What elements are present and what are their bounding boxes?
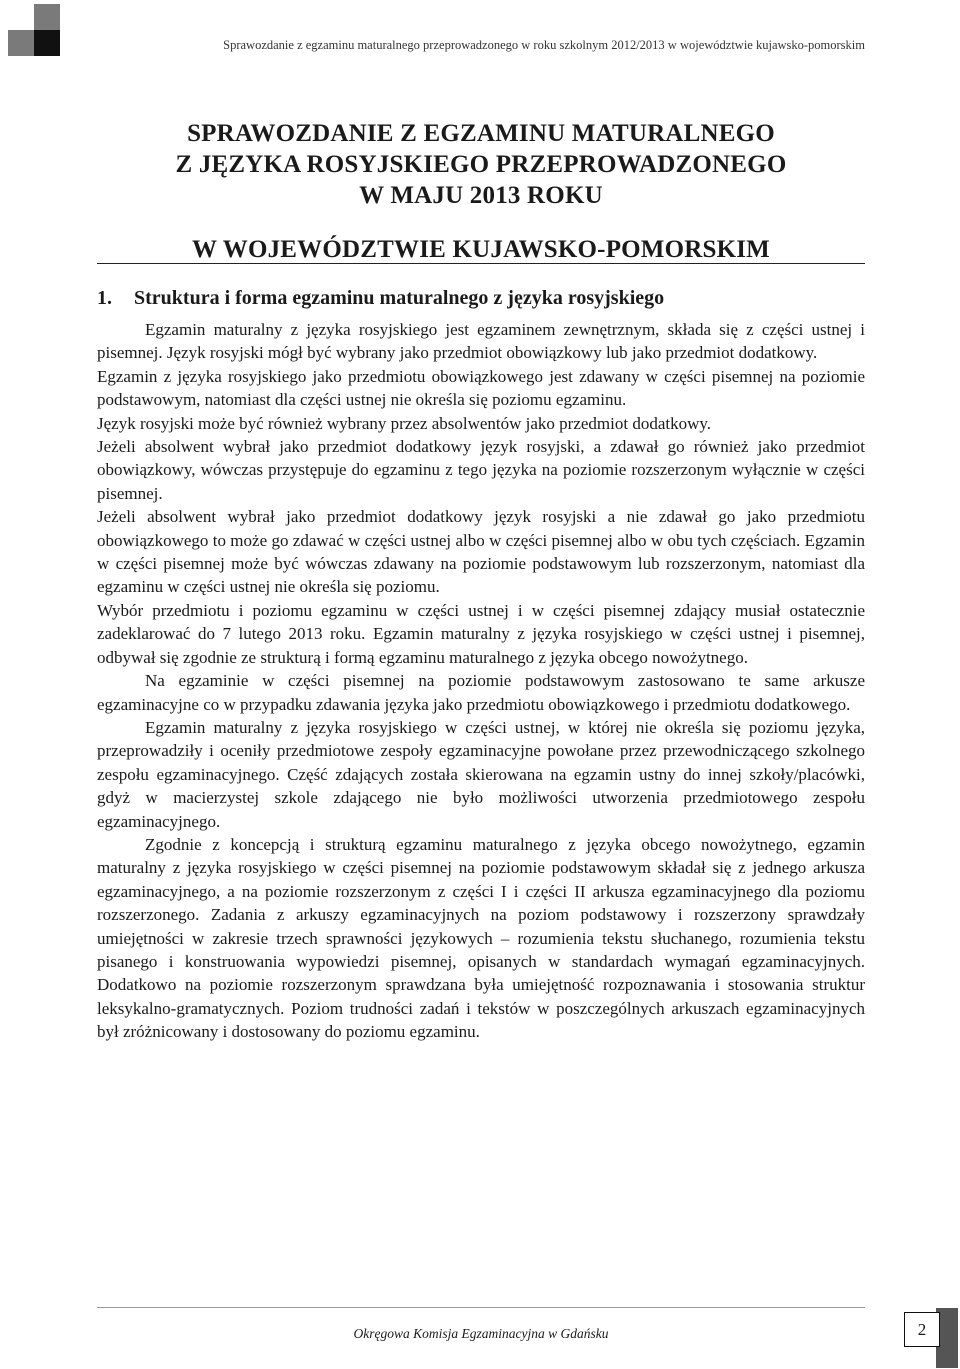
paragraph: Egzamin maturalny z języka rosyjskiego w części ustnej, w której nie określa się poziomu języka, przeprowadziły i oceniły przedmiotowe zespoły egzaminacyjne powołane przez przewodniczącego szkolnego zespołu egzaminacyjnego. Część zdających została skierowana na egzamin ustny do innej szkoły/placówki, gdyż w macierzystej szkole zdającego nie było możliwości utworzenia przedmiotowego zespołu egzaminacyjnego. bbox=[97, 717, 865, 831]
paragraph: Jeżeli absolwent wybrał jako przedmiot dodatkowy język rosyjski a nie zdawał go jako przedmiotu obowiązkowego to może go zdawać w części ustnej albo w części pisemnej albo w obu tych częściach. Egzamin w części pisemnej może być wówczas zdawany na poziomie podstawowym lub rozszerzonym, natomiast dla egzaminu w części ustnej nie określa się poziomu. bbox=[97, 507, 865, 597]
title-line-3: W MAJU 2013 ROKU bbox=[359, 182, 603, 209]
section-title: Struktura i forma egzaminu maturalnego z języka rosyjskiego bbox=[134, 287, 665, 309]
footer-organization: Okręgowa Komisja Egzaminacyjna w Gdańsku bbox=[353, 1326, 609, 1341]
title-divider bbox=[97, 263, 865, 264]
paragraph: Na egzaminie w części pisemnej na poziomie podstawowym zastosowano te same arkusze egzaminacyjne co w przypadku zdawania języka jako przedmiotu obowiązkowego i przedmiotu dodatkowego. bbox=[97, 671, 865, 714]
paragraph: Egzamin maturalny z języka rosyjskiego jest egzaminem zewnętrznym, składa się z części ustnej i pisemnej. Język rosyjski mógł być wybrany jako przedmiot obowiązkowy lub jako przedmiot dodatkowy. bbox=[97, 320, 865, 363]
paragraph: Wybór przedmiotu i poziomu egzaminu w części ustnej i w części pisemnej zdający musiał ostatecznie zadeklarować do 7 lutego 2013 roku. Egzamin maturalny z języka rosyjskiego w części ustnej i pisemnej, odbywał się zgodnie ze strukturą i formą egzaminu maturalnego z języka obcego nowożytnego. bbox=[97, 600, 865, 667]
document-title bbox=[97, 118, 865, 265]
title-line-2: Z JĘZYKA ROSYJSKIEGO PRZEPROWADZONEGO bbox=[175, 151, 787, 178]
paragraph: Zgodnie z koncepcją i strukturą egzaminu maturalnego z języka obcego nowożytnego, egzamin maturalny z języka rosyjskiego w części pisemnej na poziomie podstawowym składał się z jednego arkusza egzaminacyjnego, a na poziomie rozszerzonym z części I i części II arkusza egzaminacyjnego dla poziomu rozszerzonego. Zadania z arkuszy egzaminacyjnych na poziom podstawowy i rozszerzony sprawdzały umiejętności w zakresie trzech sprawności językowych – rozumienia tekstu słuchanego, rozumienia tekstu pisanego i konstruowania wypowiedzi pisemnej, opisanych w standardach wymagań egzaminacyjnych. Dodatkowo na poziomie rozszerzonym sprawdzana była umiejętność rozpoznawania i stosowania struktur leksykalno-gramatycznych. Poziom trudności zadań i tekstów w poszczególnych arkuszach egzaminacyjnych był zróżnicowany i dostosowany do poziomu egzaminu. bbox=[97, 834, 865, 1042]
corner-logo-squares bbox=[8, 4, 60, 56]
page-number: 2 bbox=[904, 1312, 940, 1347]
body-text bbox=[97, 318, 865, 1044]
paragraph: Egzamin z języka rosyjskiego jako przedmiotu obowiązkowego jest zdawany w części pisemnej na poziomie podstawowym, natomiast dla części ustnej nie określa się poziomu egzaminu. bbox=[97, 366, 865, 410]
paragraph: Język rosyjski może być również wybrany przez absolwentów jako przedmiot dodatkowy. bbox=[97, 413, 712, 433]
running-header: Sprawozdanie z egzaminu maturalnego przeprowadzonego w roku szkolnym 2012/2013 w województwie kujawsko-pomorskim bbox=[223, 38, 865, 52]
footer-divider bbox=[97, 1307, 865, 1308]
section-number: 1. bbox=[97, 287, 112, 309]
section-heading bbox=[97, 285, 865, 311]
title-line-1: SPRAWOZDANIE Z EGZAMINU MATURALNEGO bbox=[187, 120, 775, 147]
title-region: W WOJEWÓDZTWIE KUJAWSKO-POMORSKIM bbox=[192, 236, 770, 263]
paragraph: Jeżeli absolwent wybrał jako przedmiot dodatkowy język rosyjski, a zdawał go również jako przedmiot obowiązkowy, wówczas przystępuje do egzaminu z tego języka na poziomie rozszerzonym wyłącznie w części pisemnej. bbox=[97, 437, 865, 503]
